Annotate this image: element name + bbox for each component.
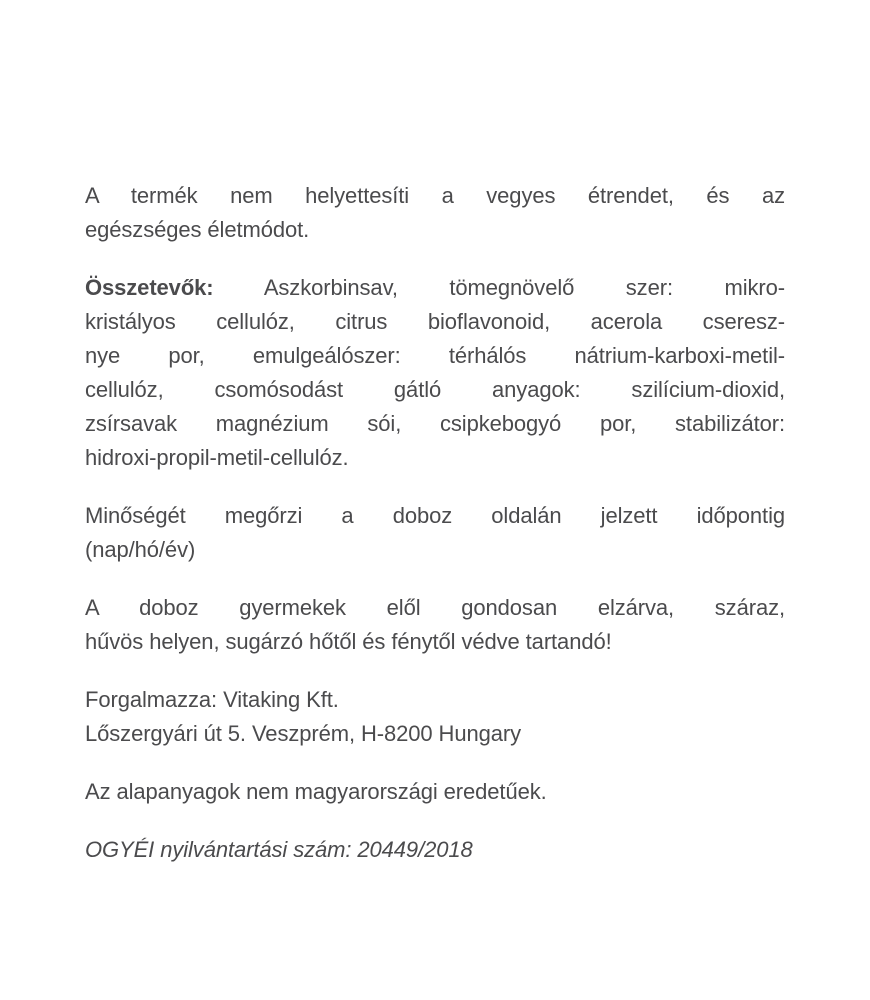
distributor-line-1: Forgalmazza: Vitaking Kft.: [85, 687, 339, 712]
storage-warning-line-1: A doboz gyermekek elől gondosan elzárva, száraz,: [85, 595, 785, 620]
ingredients-line-5: zsírsavak magnézium sói, csipkebogyó por, stabilizátor:: [85, 411, 785, 436]
label-text-block: [85, 179, 785, 891]
paragraph-diet-disclaimer: [85, 179, 785, 247]
ingredients-line-1: [85, 271, 785, 305]
paragraph-storage-warning: [85, 591, 785, 659]
registration-number-line-1: OGYÉI nyilvántartási szám: 20449/2018: [85, 837, 473, 862]
ingredients-line-1-text: Aszkorbinsav, tömegnövelő szer: mikro-: [213, 275, 785, 300]
paragraph-origin: [85, 775, 785, 809]
best-before-line-2: (nap/hó/év): [85, 537, 196, 562]
diet-disclaimer-line-2: egészséges életmódot.: [85, 217, 310, 242]
paragraph-ingredients: [85, 271, 785, 475]
storage-warning-line-2: hűvös helyen, sugárzó hőtől és fénytől védve tartandó!: [85, 629, 612, 654]
paragraph-registration-number: [85, 833, 785, 867]
diet-disclaimer-line-1: A termék nem helyettesíti a vegyes étrendet, és az: [85, 183, 785, 208]
ingredients-line-3: nye por, emulgeálószer: térhálós nátrium-karboxi-metil-: [85, 343, 785, 368]
ingredients-line-4: cellulóz, csomósodást gátló anyagok: szilícium-dioxid,: [85, 377, 785, 402]
paragraph-best-before: [85, 499, 785, 567]
ingredients-line-6: hidroxi-propil-metil-cellulóz.: [85, 445, 349, 470]
paragraph-distributor: [85, 683, 785, 751]
ingredients-heading: Összetevők:: [85, 275, 214, 300]
ingredients-line-2: kristályos cellulóz, citrus bioflavonoid, acerola cseresz-: [85, 309, 785, 334]
origin-line-1: Az alapanyagok nem magyarországi eredetűek.: [85, 779, 547, 804]
distributor-line-2: Lőszergyári út 5. Veszprém, H-8200 Hungary: [85, 721, 522, 746]
best-before-line-1: Minőségét megőrzi a doboz oldalán jelzett időpontig: [85, 503, 785, 528]
